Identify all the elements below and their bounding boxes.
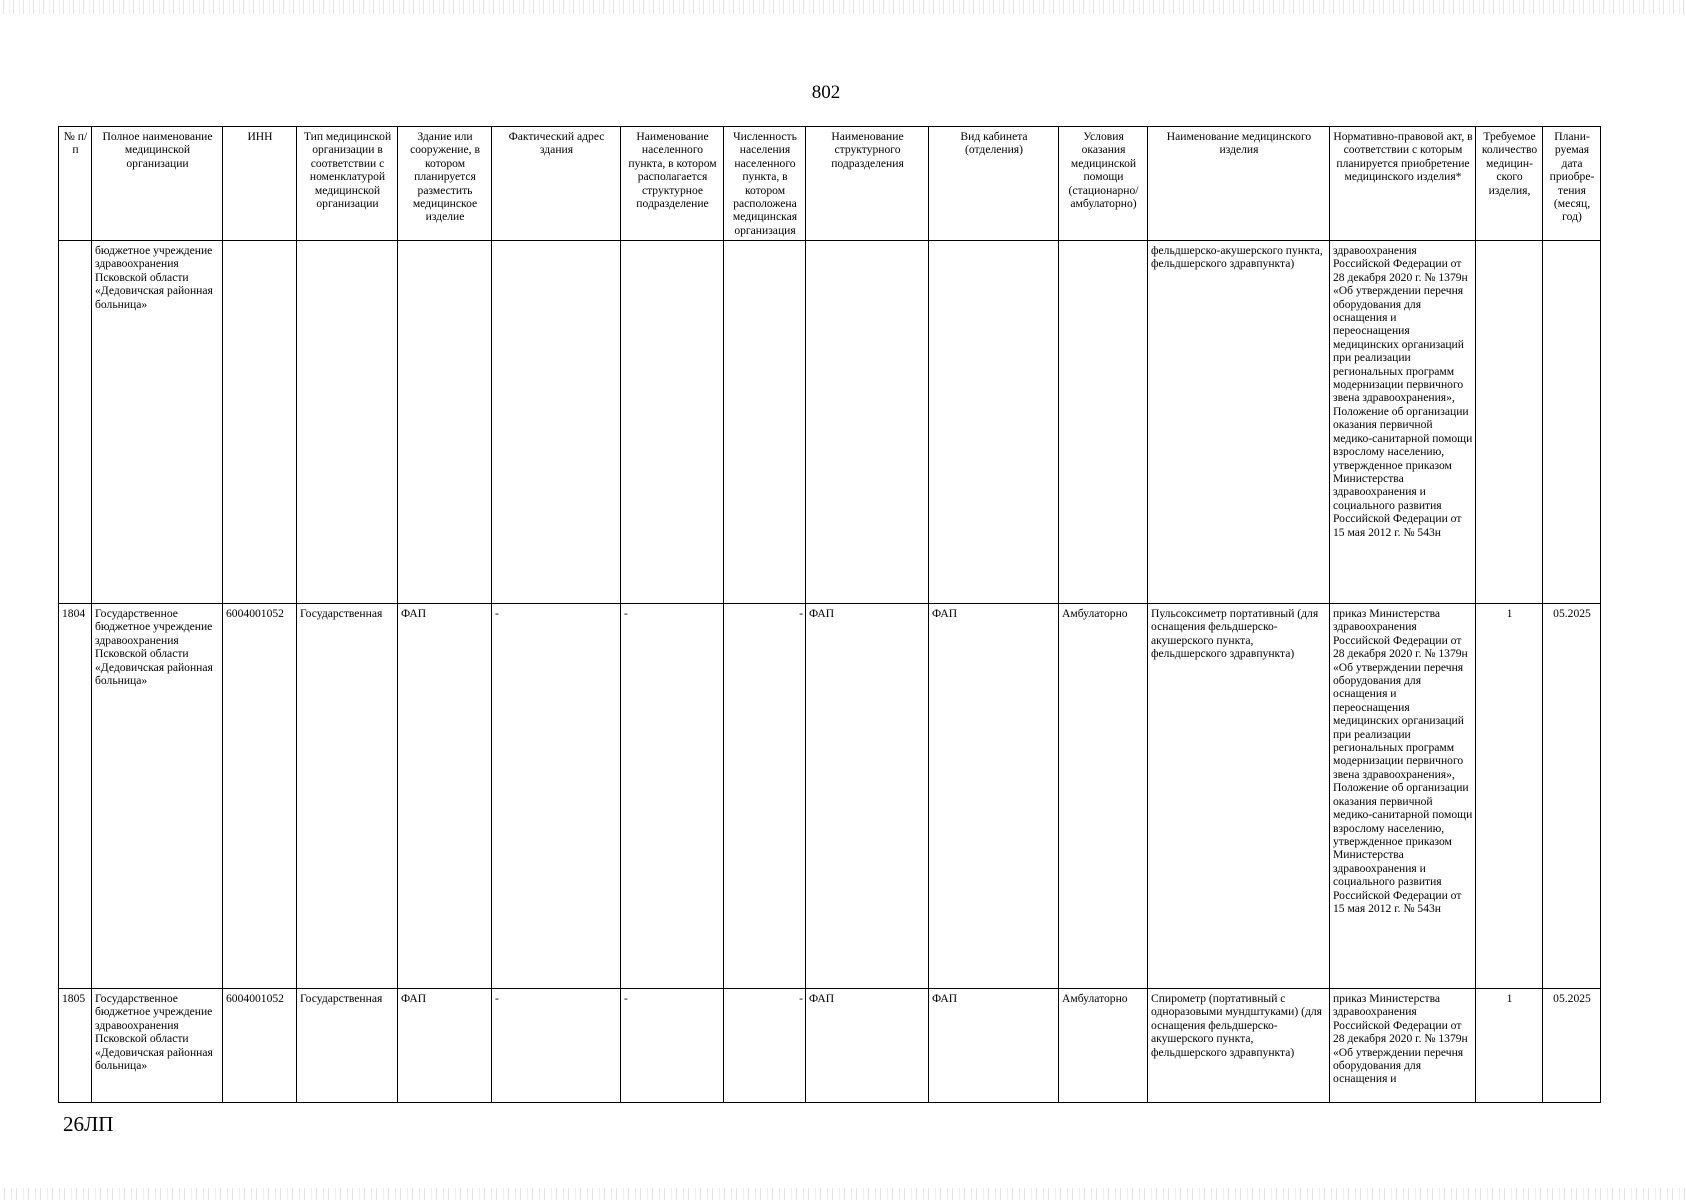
cell-locality <box>621 241 724 604</box>
document-code: 26ЛП <box>63 1112 114 1136</box>
cell-org: Государственное бюджетное учреждение здравоохранения Псковской области «Дедовичская районная больница» <box>92 604 223 989</box>
header-building: Здание или сооружение, в котором планируется разместить медицинское изделие <box>398 127 492 241</box>
cell-inn: 6004001052 <box>223 989 297 1103</box>
scan-edge-top <box>0 0 1686 14</box>
cell-unit <box>806 241 929 604</box>
cell-num: 1804 <box>59 604 92 989</box>
cell-purchase-date: 05.2025 <box>1543 989 1601 1103</box>
header-address: Фактический адрес здания <box>492 127 621 241</box>
cell-address: - <box>492 989 621 1103</box>
cell-address: - <box>492 604 621 989</box>
cell-org-type: Государственная <box>297 989 398 1103</box>
cell-org-type: Государственная <box>297 604 398 989</box>
cell-population: - <box>724 989 806 1103</box>
cell-conditions <box>1059 241 1148 604</box>
medical-device-table <box>58 126 1601 1103</box>
header-org: Полное наименование медицинской организации <box>92 127 223 241</box>
cell-unit: ФАП <box>806 604 929 989</box>
cell-legal-act: приказ Министерства здравоохранения Российской Федерации от 28 декабря 2020 г. № 1379н «Об утверждении перечня оборудования для оснащения и <box>1330 989 1476 1103</box>
header-purchase-date: Плани-руемая дата приобре-тения (месяц, год) <box>1543 127 1601 241</box>
cell-building <box>398 241 492 604</box>
table-row-continued <box>59 241 1601 604</box>
table-row <box>59 604 1601 989</box>
cell-unit: ФАП <box>806 989 929 1103</box>
cell-quantity <box>1476 241 1543 604</box>
table-header-row <box>59 127 1601 241</box>
cell-num <box>59 241 92 604</box>
cell-locality: - <box>621 989 724 1103</box>
header-unit: Наименование структурного подразделения <box>806 127 929 241</box>
cell-building: ФАП <box>398 604 492 989</box>
scan-edge-bottom <box>0 1188 1686 1200</box>
cell-quantity: 1 <box>1476 989 1543 1103</box>
cell-locality: - <box>621 604 724 989</box>
header-cabinet: Вид кабинета (отделения) <box>929 127 1059 241</box>
header-legal-act: Нормативно-правовой акт, в соответствии с которым планируется приобретение медицинского изделия* <box>1330 127 1476 241</box>
header-num: № п/п <box>59 127 92 241</box>
cell-inn: 6004001052 <box>223 604 297 989</box>
cell-cabinet <box>929 241 1059 604</box>
header-org-type: Тип медицинской организации в соответствии с номенклатурой медицинской организации <box>297 127 398 241</box>
cell-conditions: Амбулаторно <box>1059 989 1148 1103</box>
header-inn: ИНН <box>223 127 297 241</box>
cell-building: ФАП <box>398 989 492 1103</box>
cell-org: Государственное бюджетное учреждение здравоохранения Псковской области «Дедовичская районная больница» <box>92 989 223 1103</box>
header-quantity: Требуемое количество медицин-ского изделия, <box>1476 127 1543 241</box>
header-device: Наименование медицинского изделия <box>1148 127 1330 241</box>
cell-legal-act: здравоохранения Российской Федерации от 28 декабря 2020 г. № 1379н «Об утверждении перечня оборудования для оснащения и переоснащения медицинских организаций при реализации региональных программ модернизации первичного звена здравоохранения», Положение об организации оказания первичной медико-санитарной помощи взрослому населению, утвержденное приказом Министерства здравоохранения и социального развития Российской Федерации от 15 мая 2012 г. № 543н <box>1330 241 1476 604</box>
cell-address <box>492 241 621 604</box>
cell-org: бюджетное учреждение здравоохранения Псковской области «Дедовичская районная больница» <box>92 241 223 604</box>
cell-conditions: Амбулаторно <box>1059 604 1148 989</box>
header-conditions: Условия оказания медицинской помощи (стационарно/ амбулаторно) <box>1059 127 1148 241</box>
cell-population <box>724 241 806 604</box>
cell-device: фельдшерско-акушерского пункта, фельдшерского здравпункта) <box>1148 241 1330 604</box>
cell-population: - <box>724 604 806 989</box>
cell-purchase-date <box>1543 241 1601 604</box>
cell-num: 1805 <box>59 989 92 1103</box>
cell-cabinet: ФАП <box>929 604 1059 989</box>
cell-cabinet: ФАП <box>929 989 1059 1103</box>
page-number: 802 <box>811 82 841 103</box>
cell-quantity: 1 <box>1476 604 1543 989</box>
header-locality: Наименование населенного пункта, в котором располагается структурное подразделение <box>621 127 724 241</box>
cell-purchase-date: 05.2025 <box>1543 604 1601 989</box>
cell-device: Пульсоксиметр портативный (для оснащения фельдшерско-акушерского пункта, фельдшерского здравпункта) <box>1148 604 1330 989</box>
cell-inn <box>223 241 297 604</box>
cell-org-type <box>297 241 398 604</box>
cell-device: Спирометр (портативный с одноразовыми мундштуками) (для оснащения фельдшерско-акушерского пункта, фельдшерского здравпункта) <box>1148 989 1330 1103</box>
cell-legal-act: приказ Министерства здравоохранения Российской Федерации от 28 декабря 2020 г. № 1379н «Об утверждении перечня оборудования для оснащения и переоснащения медицинских организаций при реализации региональных программ модернизации первичного звена здравоохранения», Положение об организации оказания первичной медико-санитарной помощи взрослому населению, утвержденное приказом Министерства здравоохранения и социального развития Российской Федерации от 15 мая 2012 г. № 543н <box>1330 604 1476 989</box>
table-row <box>59 989 1601 1103</box>
header-population: Численность населения населенного пункта, в котором расположена медицинская организация <box>724 127 806 241</box>
